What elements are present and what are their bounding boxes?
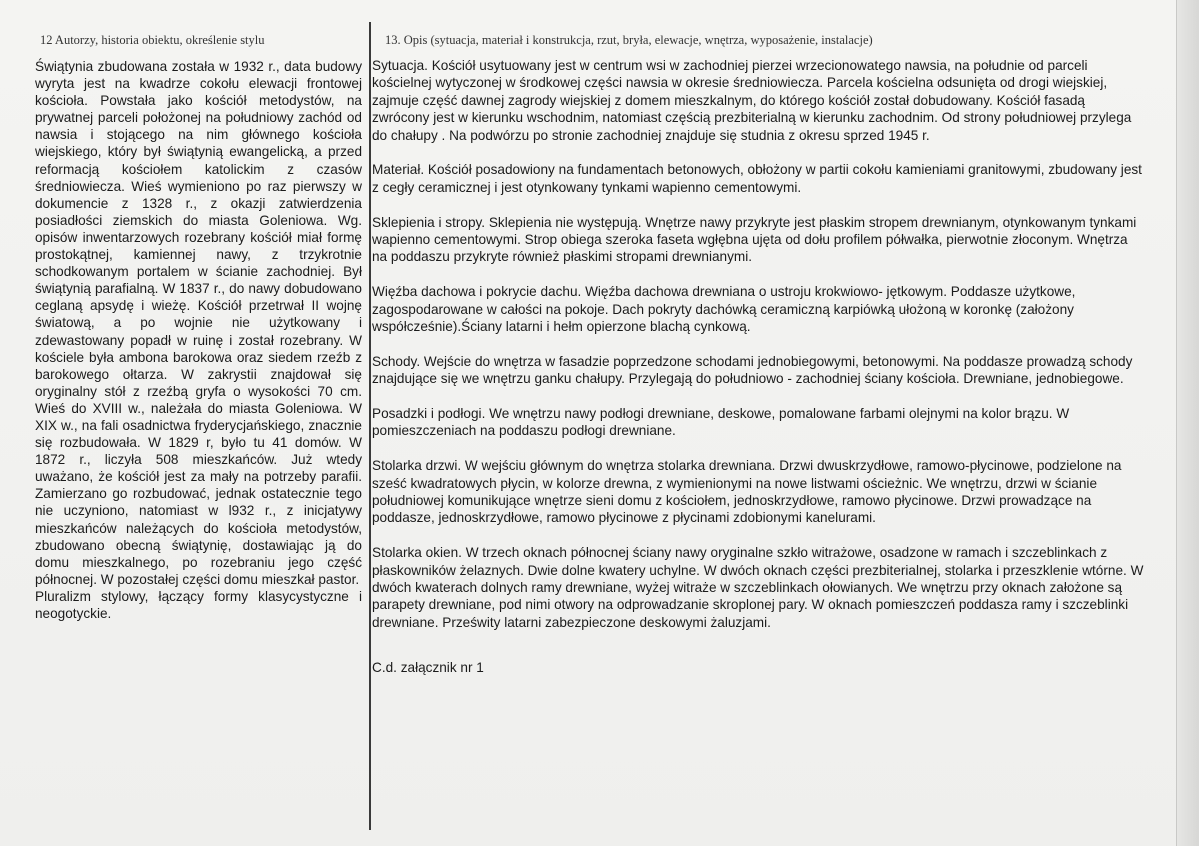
style-text: Pluralizm stylowy, łączący formy klasycystyczne i neogotyckie. <box>35 588 362 621</box>
column-divider <box>369 22 371 830</box>
left-column-header: 12 Autorzy, historia obiektu, określenie stylu <box>40 33 265 47</box>
description-paragraph-situation: Sytuacja. Kościół usytuowany jest w centrum wsi w zachodniej pierzei wrzecionowatego nawsia, na południe od parceli kościelnej wytyczonej w środkowej części nawsia w okresie średniowiecza. Parcela kościelna odsunięta od drogi wiejskiej, zajmuje część dawnej zagrody wiejskiej z domem mieszkalnym, do którego kościół został dobudowany. Kościół fasadą zwrócony jest w kierunku wschodnim, natomiast częścią prezbiterialną w kierunku zachodnim. Od strony południowej przylega do chałupy . Na podwórzu po stronie zachodniej znajduje się studnia z okresu sprzed 1945 r. <box>372 58 1132 143</box>
description-paragraph-doors: Stolarka drzwi. W wejściu głównym do wnętrza stolarka drewniana. Drzwi dwuskrzydłowe, ramowo-płycinowe, podzielone na sześć kwadratowych płycin, w kolorze drewna, z wymienionymi na nowe listwami ościeżnic. We wnętrzu, drzwi w ścianie południowej komunikujące wnętrze sieni domu z kościołem, jednoskrzydłowe, ramowo płycinowe. Drzwi prowadzące na poddasze, jednoskrzydłowe, ramowo płycinowe z płycinami zdobionymi kanelurami. <box>372 458 1122 526</box>
right-column-header: 13. Opis (sytuacja, materiał i konstrukcja, rzut, bryła, elewacje, wnętrza, wyposażenie, instalacje) <box>385 33 873 47</box>
description-paragraph-roof: Więźba dachowa i pokrycie dachu. Więźba dachowa drewniana o ustroju krokwiowo- jętkowym. Poddasze użytkowe, zagospodarowane w całości na pokoje. Dach pokryty dachówką ceramiczną karpiówką ułożoną w koronkę (założony współcześnie).Ściany latarni i hełm opierzone blachą cynkową. <box>372 284 1076 335</box>
history-text: Świątynia zbudowana została w 1932 r., data budowy wyryta jest na kwadrze cokołu elewacji frontowej kościoła. Powstała jako kościół metodystów, na prywatnej parceli położonej na południowy zachód od nawsia i stojącego na nim głównego kościoła wiejskiego, który był świątynią ewangelicką, a przed reformacją kościołem katolickim z czasów średniowiecza. Wieś wymieniono po raz pierwszy w dokumencie z 1328 r., z okazji zatwierdzenia posiadłości ziemskich do miasta Goleniowa. Wg. opisów inwentarzowych rozebrany kościół miał formę prostokątnej, kamiennej nawy, z trzykrotnie schodkowanym portalem w ścianie zachodniej. Był świątynią parafialną. W 1837 r., do nawy dobudowano ceglaną apsydę i wieżę. Kościół przetrwał II wojnę światową, a po wojnie nie użytkowany i zdewastowany popadł w ruinę i został rozebrany. W kościele była ambona barokowa oraz siedem rzeźb z barokowego ołtarza. W zakrystii znajdował się oryginalny stół z rzeźbą gryfa o wysokości 70 cm. Wieś do XVIII w., należała do miasta Goleniowa. W XIX w., na fali osadnictwa fryderycjańskiego, znacznie się rozbudowała. W 1829 r, było tu 41 domów. W 1872 r., liczyła 508 mieszkańców. Już wtedy uważano, że kościół jest za mały na potrzeby parafii. Zamierzano go rozbudować, jednak ostatecznie tego nie uczyniono, natomiast w l932 r., z inicjatywy mieszkańców należących do kościoła metodystów, zbudowano obecną świątynię, dostawiając ją do domu mieszkalnego, po rozebraniu jego część północnej. W pozostałej części domu mieszkał pastor. <box>35 59 362 587</box>
description-paragraph-stairs: Schody. Wejście do wnętrza w fasadzie poprzedzone schodami jednobiegowymi, betonowymi. Na poddasze prowadzą schody znajdujące się we wnętrzu ganku chałupy. Przylegają do południowo - zachodniej ściany kościoła. Drewniane, jednobiegowe. <box>372 353 1133 387</box>
description-paragraph-vaults: Sklepienia i stropy. Sklepienia nie występują. Wnętrze nawy przykryte jest płaskim stropem drewnianym, otynkowanym tynkami wapienno cementowymi. Strop obiega szeroka faseta wgłębna ujęta od dołu profilem półwałka, pierwotnie złoconym. Wnętrza na poddaszu przykryte również płaskimi stropami drewnianymi. <box>372 214 1137 265</box>
description-paragraph-windows: Stolarka okien. W trzech oknach północnej ściany nawy oryginalne szkło witrażowe, osadzone w ramach i szczeblinkach z płaskowników żelaznych. Dwie dolne kwatery uchylne. W dwóch oknach części prezbiterialnej, stolarka i przeszklenie wtórne. W dwóch kwaterach dolnych ramy drewniane, wyżej witraże w szczeblinkach ołowianych. We wnętrzu przy oknach założone są parapety drewniane, pod nimi otwory na odprowadzanie skroplonej pary. W oknach pomieszczeń poddasza ramy i szczeblinki drewniane. Prześwity latarni zabezpieczone deskowymi żaluzjami. <box>372 545 1144 630</box>
continuation-note: C.d. załącznik nr 1 <box>372 660 484 676</box>
page-edge <box>1176 0 1199 846</box>
description-paragraph-floors: Posadzki i podłogi. We wnętrzu nawy podłogi drewniane, deskowe, pomalowane farbami olejnymi na kolor brązu. W pomieszczeniach na poddaszu podłogi drewniane. <box>372 406 1070 439</box>
left-column <box>35 58 362 622</box>
description-paragraph-material: Materiał. Kościół posadowiony na fundamentach betonowych, obłożony w partii cokołu kamieniami granitowymi, zbudowany jest z cegły ceramicznej i jest otynkowany tynkami wapienno cementowymi. <box>372 162 1142 195</box>
right-column <box>372 57 1144 677</box>
